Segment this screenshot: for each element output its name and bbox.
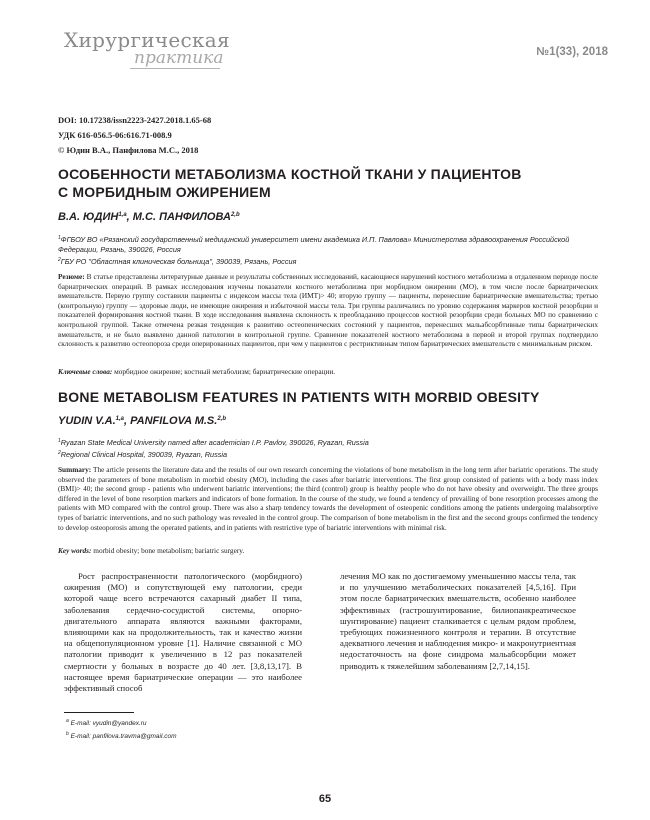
copyright: © Юдин В.А., Панфилова М.С., 2018 — [58, 145, 199, 155]
body-column-left: Рост распространенности патологического (морбидного) ожирения (МО) и сопутствующей ему патологии, среди которой чаще всего встречаются сахарный диабет II типа, заболевания сердечно-сосудистой системы, опорно-двигательного аппарата являются важными факторами, влияющими как на продолжительность, так и качество жизни на общепопуляционном уровне [1]. Наличие связанной с МО патологии приводит к увеличению в 12 раз показателей смертности у больных в возрасте до 40 лет. [3,8,13,17]. В настоящее время бариатрические операции — это наиболее эффективный способ — [64, 571, 302, 694]
author2-ru: М.С. ПАНФИЛОВА — [132, 211, 231, 223]
author2-en-sup: 2,b — [217, 416, 226, 422]
page-number: 65 — [318, 793, 332, 805]
affiliation-sup: 2 — [58, 450, 61, 456]
author2-en: PANFILOVA M.S. — [130, 415, 218, 427]
title-ru-line2: С МОРБИДНЫМ ОЖИРЕНИЕМ — [58, 184, 271, 200]
affiliation-ru-2 — [58, 255, 598, 267]
keywords-label: Key words: — [58, 546, 92, 555]
title-ru-line1: ОСОБЕННОСТИ МЕТАБОЛИЗМА КОСТНОЙ ТКАНИ У ПАЦИЕНТОВ — [58, 166, 522, 182]
keywords-en — [58, 546, 598, 556]
affiliation-en-2 — [58, 448, 598, 460]
affiliation-sup: 1 — [58, 235, 61, 241]
affiliations-en — [58, 436, 598, 460]
keywords-text: morbid obesity; bone metabolism; bariatric surgery. — [91, 546, 245, 555]
affiliation-text: ГБУ РО "Областная клиническая больница", 390039, Рязань, Россия — [60, 257, 297, 266]
abstract-text: В статье представлены литературные данные и результаты собственных исследований, касающиеся нарушений костного метаболизма в отдаленном периоде после бариатрических операций. В рамках исследования изучены показатели костного метаболизма при морбидном ожирении (МО), в том числе после бариатрических вмешательств. Первую группу составили пациенты с индексом массы тела (ИМТ)> 40; вторую группу — пациенты, перенесшие бариатрические вмешательства; третью (контрольную) группу — здоровые люди, не имеющие ожирения и избыточной массы тела. Три группы различались по уровню содержания маркеров костной резорбции и показателей формирования костной ткани. В ходе исследования выявлена склонность к преобладанию процессов костной резорбции среди больных МО по сравнению с контрольной группой. Также отмечена резкая тенденция к развитию остеопенических состояний у пациентов, перенесших мальабсорбтивные типы бариатрических вмешательств, и не было выявлено данной патологии в контрольной группе. Сравнение показателей костного метаболизма в первой и второй группах подтвердило склонность к развитию остеопороза среди оперированных пациентов, при чем у пациентов с рестриктивным типом бариатрических вмешательств с минимальным риском. — [58, 272, 598, 349]
footnote-b — [66, 729, 177, 742]
authors-ru — [58, 211, 240, 223]
footnote-sup: b — [66, 731, 69, 737]
footnote-a — [66, 716, 177, 729]
abstract-en — [58, 465, 598, 532]
authors-en — [58, 415, 226, 427]
affiliation-text: Regional Clinical Hospital, 390039, Ryazan, Russia — [60, 450, 228, 459]
abstract-label: Резюме: — [58, 272, 85, 281]
affiliation-text: Ryazan State Medical University named after academician I.P. Pavlov, 390026, Ryazan, Russia — [60, 438, 369, 447]
journal-logo — [64, 28, 234, 74]
footnote-email-a[interactable]: E-mail: vyudin@yandex.ru — [68, 720, 147, 727]
affiliations-ru — [58, 233, 598, 267]
keywords-ru — [58, 367, 598, 377]
journal-subtitle: практика — [134, 48, 224, 68]
abstract-ru — [58, 272, 598, 349]
abstract-label: Summary: — [58, 465, 92, 474]
author1-en: YUDIN V.A. — [58, 415, 116, 427]
author1-ru-sup: 1,a — [118, 212, 127, 218]
author-separator: , — [126, 211, 133, 223]
article-meta — [58, 113, 211, 158]
journal-title: Хирургическая — [64, 28, 230, 52]
article-title-ru — [58, 165, 528, 201]
author-separator: , — [124, 415, 131, 427]
affiliation-sup: 1 — [58, 438, 61, 444]
affiliation-ru-1 — [58, 233, 598, 255]
affiliation-text: ФГБОУ ВО «Рязанский государственный медицинский университет имени академика И.П. Павлова» Министерства здравоохранения Российской Федерации, Рязань, 390026, Россия — [58, 235, 570, 254]
footnote-email-b[interactable]: E-mail: panfilova.travma@gmail.com — [68, 733, 177, 740]
author1-en-sup: 1,a — [115, 416, 125, 422]
issue-number: №1(33), 2018 — [536, 46, 608, 58]
affiliation-sup: 2 — [58, 257, 61, 263]
affiliation-en-1 — [58, 436, 598, 448]
abstract-text: The article presents the literature data and the results of our own research concerning the violations of bone metabolism in the long term after bariatric operations. The study observed the parameters of bone metabolism in morbid obesity (MO), including the cases after bariatric interventions. The first group consisted of patients with a body mass index (BMI)> 40; the second group - patients who underwent bariatric interventions; the third (control) group is healthy people who do not have obesity and overweight. The three groups differed in the level of bone resorption markers and indicators of bone formation. In the course of the study, we found a tendency of prevailing of bone resorption processes among the patients with MO compared with the control group. There was also a sharp tendency towards the development of osteopenic conditions among the patients undergoing malabsorptive types of bariatric interventions, and no such pathology was revealed in the control group. The comparison of bone metabolism in the first and the second groups confirmed the tendency to develop osteoporosis among the operated patients, and in patients with restrictive type of bariatric interventions with minimal risk. — [58, 465, 598, 532]
author2-ru-sup: 2,b — [230, 212, 240, 218]
body-column-right: лечения МО как по достигаемому уменьшению массы тела, так и по улучшению метаболических показателей [4,5,16]. При этом после бариатрических вмешательств, особенно наиболее эффективных (гастрошунтирование, билиопанкреатическое шунтирование) пациент сталкивается с целым рядом проблем, требующих пожизненного контроля и терапии. В отсутствие адекватного лечения и наблюдения микро- и макронутриентная недостаточность на фоне синдрома мальабсорбции может приводить к тяжелейшим заболеваниям [2,7,14,15]. — [340, 571, 576, 671]
logo-divider — [130, 68, 220, 69]
footnotes — [66, 716, 177, 742]
keywords-text: морбидное ожирение; костный метаболизм; бариатрические операции. — [112, 367, 336, 376]
udc: УДК 616-056.5-06:616.71-008.9 — [58, 130, 172, 140]
footnote-divider — [64, 712, 134, 713]
footnote-sup: a — [66, 718, 69, 724]
doi: DOI: 10.17238/issn2223-2427.2018.1.65-68 — [58, 115, 212, 125]
keywords-label: Ключевые слова: — [58, 367, 113, 376]
author1-ru: В.А. ЮДИН — [58, 211, 119, 223]
article-title-en: BONE METABOLISM FEATURES IN PATIENTS WITH MORBID OBESITY — [58, 389, 540, 405]
